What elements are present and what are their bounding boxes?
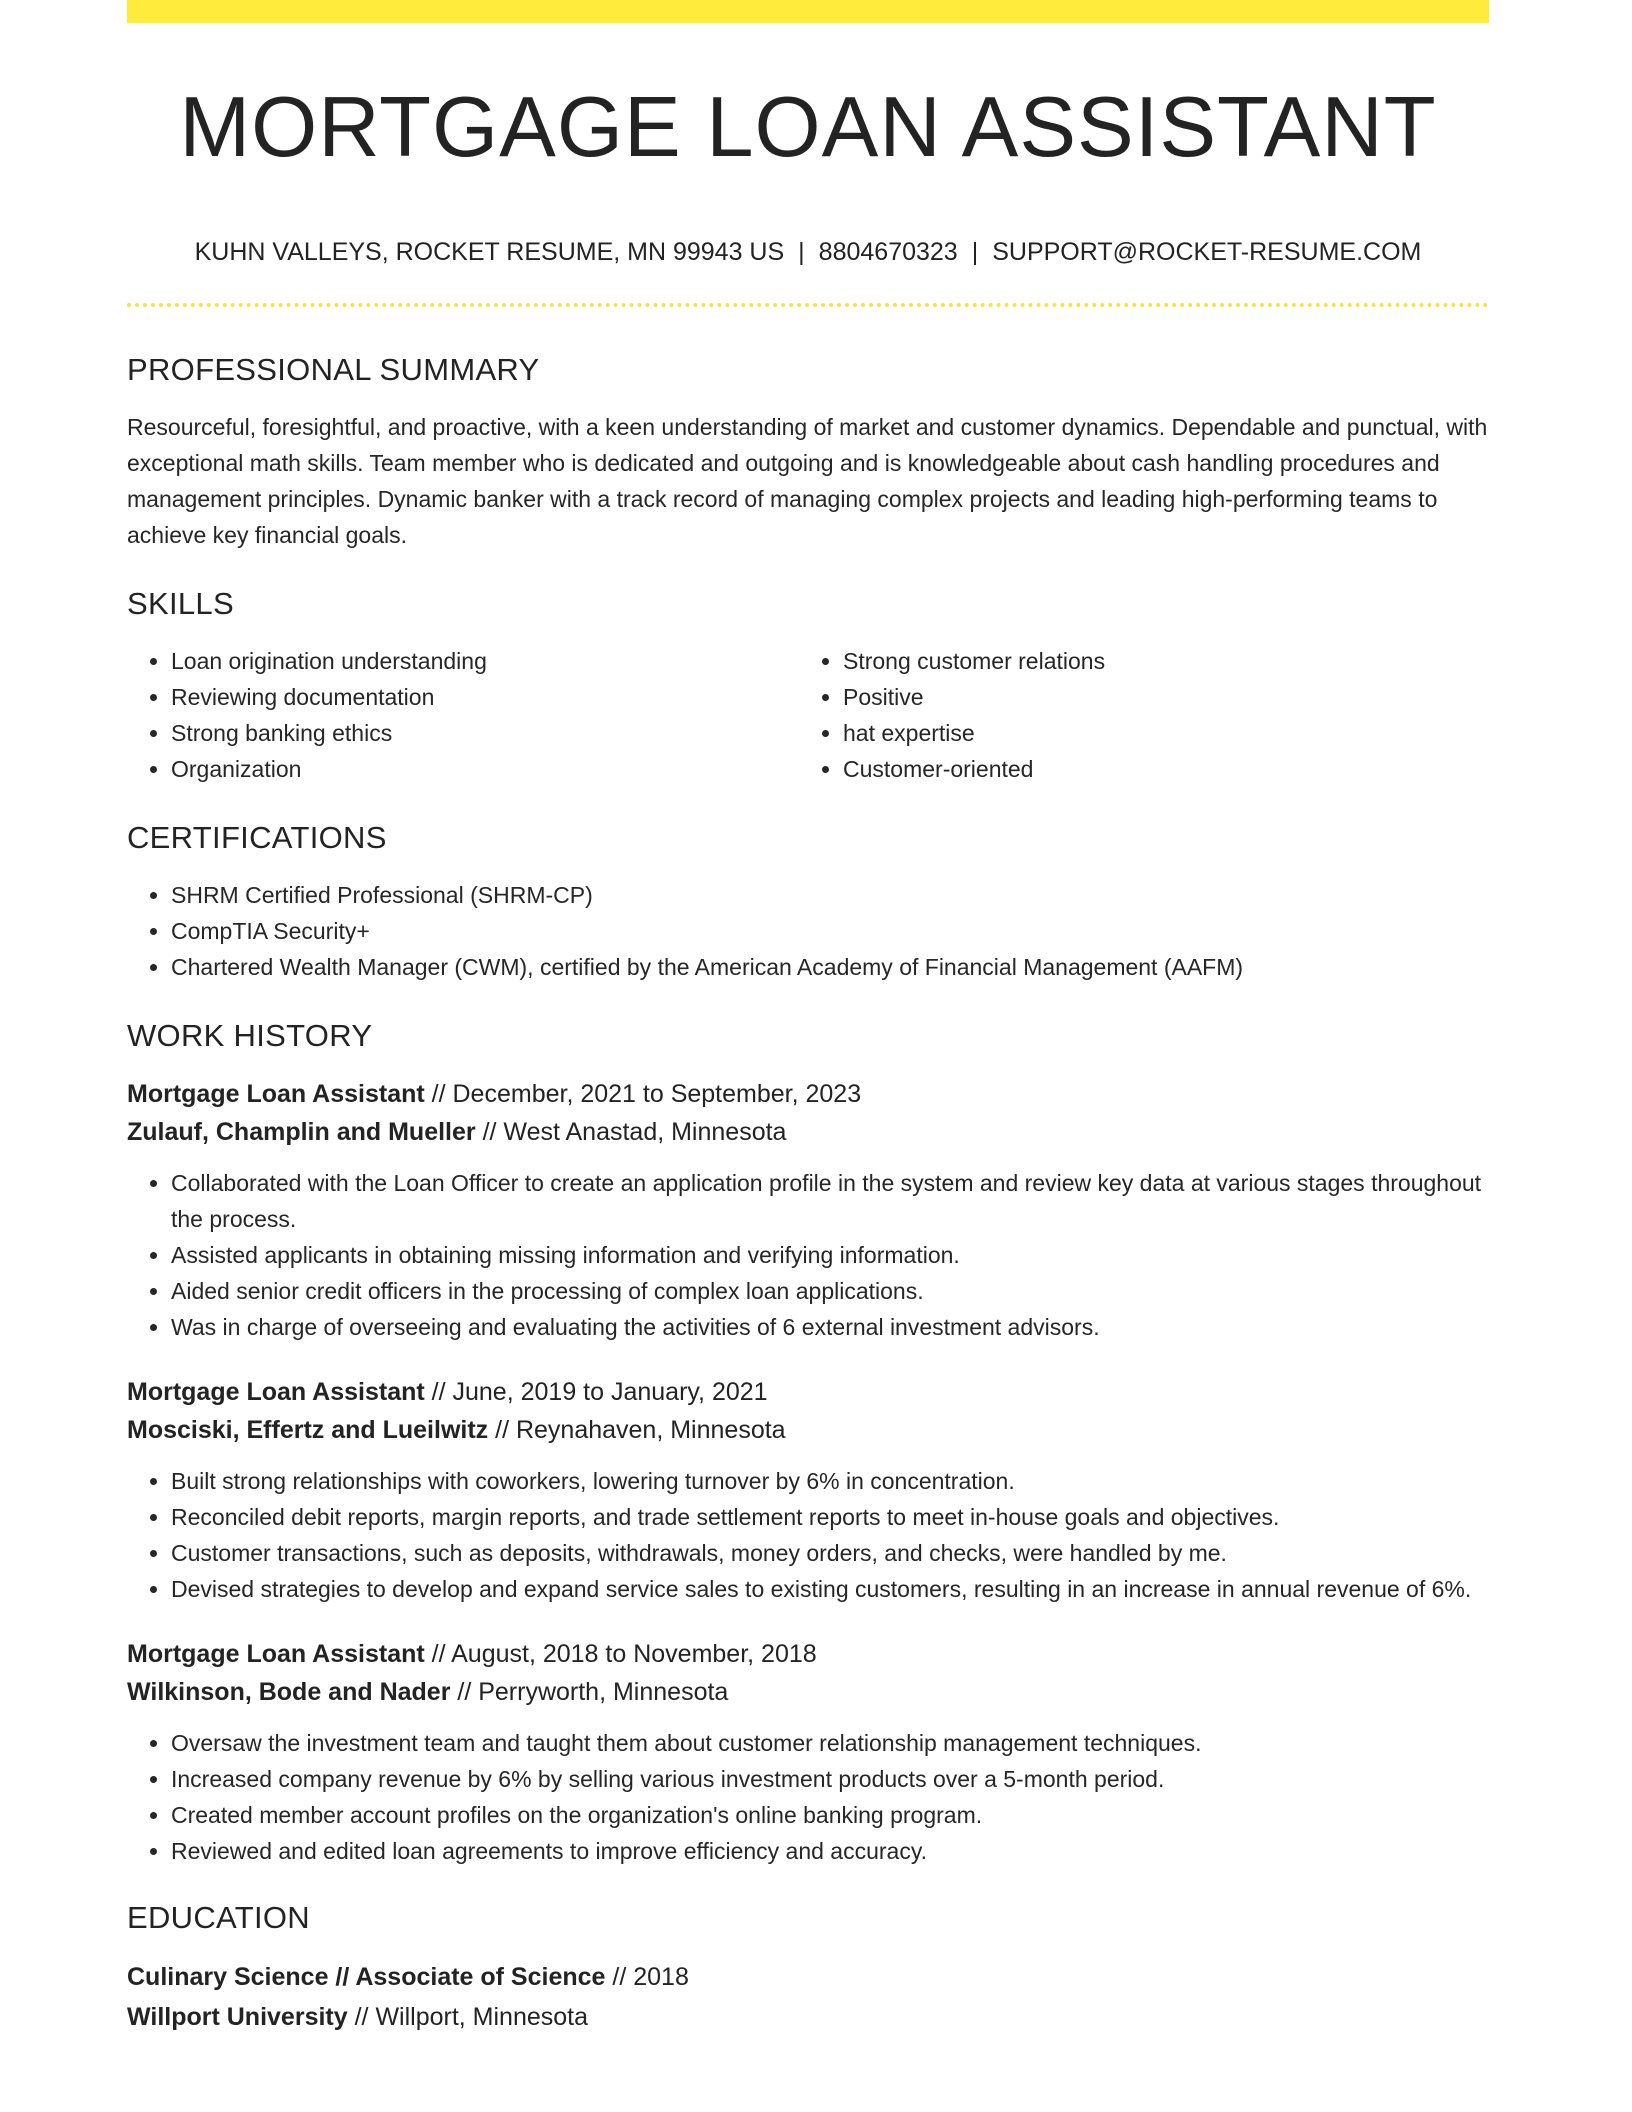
education-degree-line bbox=[127, 1957, 1489, 1997]
job-location: // Perryworth, Minnesota bbox=[450, 1678, 729, 1706]
accent-bar bbox=[127, 0, 1489, 23]
job-bullet: • Aided senior credit officers in the processing of complex loan applications. bbox=[171, 1273, 1489, 1309]
education-location: // Willport, Minnesota bbox=[347, 2003, 589, 2031]
certifications-section bbox=[127, 817, 1489, 985]
contact-separator: | bbox=[798, 238, 805, 266]
job-title: Mortgage Loan Assistant bbox=[127, 1080, 425, 1108]
job-title: Mortgage Loan Assistant bbox=[127, 1378, 425, 1406]
job-company-line bbox=[127, 1673, 1489, 1711]
job-bullet: • Customer transactions, such as deposits, withdrawals, money orders, and checks, were handled by me. bbox=[171, 1535, 1489, 1571]
skills-list-left bbox=[127, 643, 799, 787]
job-dates: // December, 2021 to September, 2023 bbox=[424, 1080, 862, 1108]
job-company-line bbox=[127, 1411, 1489, 1449]
job-company: Zulauf, Champlin and Mueller bbox=[127, 1118, 476, 1146]
job-dates: // June, 2019 to January, 2021 bbox=[424, 1378, 768, 1406]
header-divider bbox=[127, 303, 1489, 307]
job-bullet: • Assisted applicants in obtaining missing information and verifying information. bbox=[171, 1237, 1489, 1273]
resume-body bbox=[127, 349, 1489, 2037]
skill-item: • Reviewing documentation bbox=[171, 679, 799, 715]
job-entry bbox=[127, 1075, 1489, 1345]
job-company-line bbox=[127, 1113, 1489, 1151]
skill-item: • Customer-oriented bbox=[843, 751, 1471, 787]
job-location: // West Anastad, Minnesota bbox=[475, 1118, 787, 1146]
job-bullet: • Was in charge of overseeing and evaluating the activities of 6 external investment advisors. bbox=[171, 1309, 1489, 1345]
job-title: Mortgage Loan Assistant bbox=[127, 1640, 425, 1668]
job-location: // Reynahaven, Minnesota bbox=[488, 1416, 786, 1444]
skill-item: • Strong banking ethics bbox=[171, 715, 799, 751]
summary-text: Resourceful, foresightful, and proactive, with a keen understanding of market and customer dynamics. Dependable and punctual, with exceptional math skills. Team member who is dedicated and outgoing and is knowledgeable about cash handling procedures and management principles. Dynamic banker with a track record of managing complex projects and leading high-performing teams to achieve key financial goals. bbox=[127, 414, 1488, 548]
job-bullets bbox=[127, 1165, 1489, 1345]
job-bullet: • Reviewed and edited loan agreements to improve efficiency and accuracy. bbox=[171, 1833, 1489, 1869]
summary-section bbox=[127, 349, 1489, 553]
education-school-line bbox=[127, 1997, 1489, 2037]
job-bullet: • Built strong relationships with coworkers, lowering turnover by 6% in concentration. bbox=[171, 1463, 1489, 1499]
job-dates: // August, 2018 to November, 2018 bbox=[424, 1640, 817, 1668]
job-bullet: • Reconciled debit reports, margin reports, and trade settlement reports to meet in-house goals and objectives. bbox=[171, 1499, 1489, 1535]
education-section bbox=[127, 1897, 1489, 2037]
certification-item: • CompTIA Security+ bbox=[171, 913, 1489, 949]
certifications-list bbox=[127, 877, 1489, 985]
contact-line bbox=[127, 236, 1489, 268]
skills-list-right bbox=[799, 643, 1471, 787]
work-history-heading: WORK HISTORY bbox=[127, 1018, 373, 1053]
job-title-line bbox=[127, 1373, 1489, 1411]
skill-item: • Strong customer relations bbox=[843, 643, 1471, 679]
work-history-section bbox=[127, 1015, 1489, 1869]
education-year: // 2018 bbox=[605, 1963, 689, 1991]
summary-heading: PROFESSIONAL SUMMARY bbox=[127, 352, 540, 387]
education-degree: Culinary Science // Associate of Science bbox=[127, 1963, 606, 1991]
education-heading: EDUCATION bbox=[127, 1900, 310, 1935]
contact-separator: | bbox=[971, 238, 979, 266]
job-company: Mosciski, Effertz and Lueilwitz bbox=[127, 1416, 489, 1444]
certification-item: • SHRM Certified Professional (SHRM-CP) bbox=[171, 877, 1489, 913]
certifications-heading: CERTIFICATIONS bbox=[127, 820, 387, 855]
job-entry bbox=[127, 1635, 1489, 1869]
job-company: Wilkinson, Bode and Nader bbox=[127, 1678, 451, 1706]
job-bullets bbox=[127, 1463, 1489, 1607]
job-entry bbox=[127, 1373, 1489, 1607]
job-title-line bbox=[127, 1075, 1489, 1113]
job-title-line bbox=[127, 1635, 1489, 1673]
skill-item: • Loan origination understanding bbox=[171, 643, 799, 679]
skills-section bbox=[127, 583, 1489, 787]
job-bullet: • Increased company revenue by 6% by selling various investment products over a 5-month period. bbox=[171, 1761, 1489, 1797]
certification-item: • Chartered Wealth Manager (CWM), certified by the American Academy of Financial Management (AAFM) bbox=[171, 949, 1489, 985]
contact-address: KUHN VALLEYS, ROCKET RESUME, MN 99943 US bbox=[194, 238, 785, 266]
skill-item: • Positive bbox=[843, 679, 1471, 715]
resume-title: MORTGAGE LOAN ASSISTANT bbox=[179, 80, 1437, 175]
job-bullets bbox=[127, 1725, 1489, 1869]
contact-email: SUPPORT@ROCKET-RESUME.COM bbox=[992, 238, 1422, 266]
job-bullet: • Created member account profiles on the organization's online banking program. bbox=[171, 1797, 1489, 1833]
education-school: Willport University bbox=[127, 2003, 348, 2031]
skills-heading: SKILLS bbox=[127, 586, 234, 621]
skill-item: • Organization bbox=[171, 751, 799, 787]
skills-grid bbox=[127, 643, 1489, 787]
job-bullet: • Collaborated with the Loan Officer to create an application profile in the system and review key data at various stages throughout the process. bbox=[171, 1165, 1489, 1237]
job-bullet: • Oversaw the investment team and taught them about customer relationship management techniques. bbox=[171, 1725, 1489, 1761]
skill-item: • hat expertise bbox=[843, 715, 1471, 751]
contact-phone: 8804670323 bbox=[818, 238, 958, 266]
job-bullet: • Devised strategies to develop and expand service sales to existing customers, resulting in an increase in annual revenue of 6%. bbox=[171, 1571, 1489, 1607]
